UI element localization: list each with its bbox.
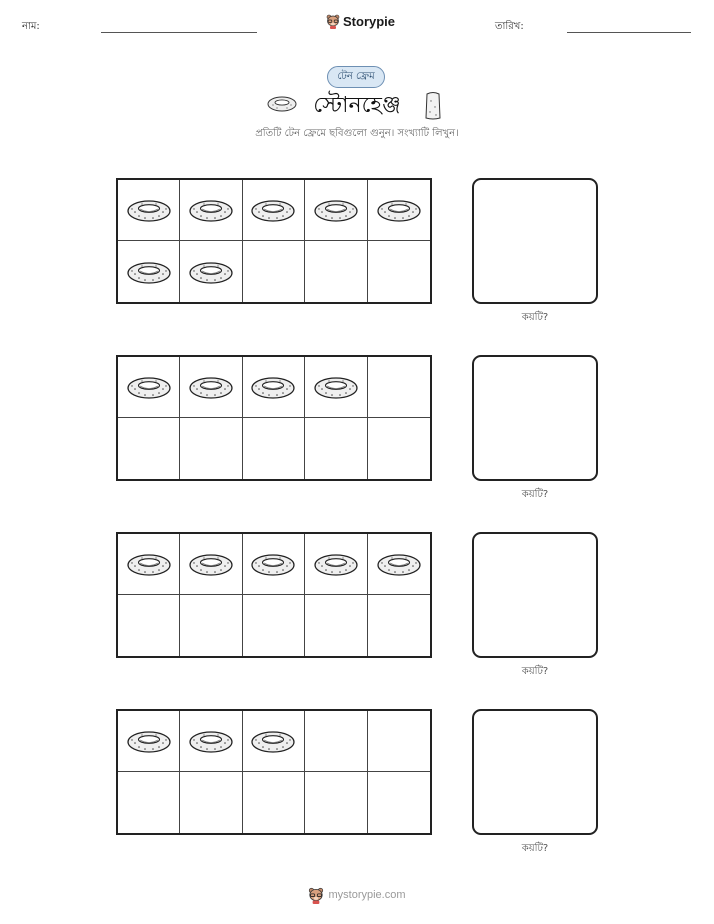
stone-ring-icon [188,374,234,400]
ten-frame-cell [305,180,367,241]
brand-logo [326,13,395,29]
answer-box[interactable] [472,178,598,304]
stone-ring-icon [126,728,172,754]
answer-label: কয়টি? [521,666,549,677]
stone-ring-icon [376,551,422,577]
ten-frame-cell [305,418,367,479]
stone-ring-icon [250,197,296,223]
ten-frame-cell [305,534,367,595]
stone-ring-icon [126,551,172,577]
ten-frame-cell [305,241,367,302]
ten-frame-cell [180,534,242,595]
ten-frame-cell [180,180,242,241]
answer-label: কয়টি? [521,312,549,323]
ten-frame-cell [368,241,430,302]
stone-ring-icon [188,551,234,577]
ten-frame-cell [118,357,180,418]
ten-frame-cell [180,418,242,479]
footer [0,886,714,904]
stone-ring-icon [126,259,172,285]
ten-frame-cell [180,241,242,302]
ten-frame-cell [368,357,430,418]
date-label: তারিখ: [495,21,524,32]
date-line [567,32,691,33]
ten-frame-cell [305,595,367,656]
ten-frame-cell [243,772,305,833]
ten-frame [116,532,432,658]
ten-frame-cell [243,357,305,418]
ten-frame-cell [368,711,430,772]
ten-frame-cell [243,711,305,772]
stone-ring-icon [313,551,359,577]
ten-frame-cell [305,711,367,772]
ten-frame [116,178,432,304]
stone-ring-icon [250,551,296,577]
ten-frame-cell [243,180,305,241]
stone-ring-icon [188,197,234,223]
ten-frame-cell [368,595,430,656]
stone-ring-icon [188,259,234,285]
stone-ring-icon [126,197,172,223]
stone-ring-icon [250,728,296,754]
ten-frame-cell [180,772,242,833]
brand-name: Storypie [343,13,396,29]
worksheet-type-badge: টেন ফ্রেম [327,66,385,88]
ten-frame [116,355,432,481]
ten-frame-cell [368,534,430,595]
page-title: স্টোনহেঞ্জ [313,93,401,118]
ten-frame-cell [368,180,430,241]
answer-label: কয়টি? [521,843,549,854]
answer-box[interactable] [472,355,598,481]
stone-ring-icon [313,374,359,400]
standing-stone-icon [423,91,443,121]
ten-frame-cell [243,418,305,479]
answer-box[interactable] [472,709,598,835]
ten-frame-cell [368,772,430,833]
ten-frame-cell [368,418,430,479]
ten-frame-cell [305,772,367,833]
ten-frame-cell [118,772,180,833]
footer-url: mystorypie.com [328,889,406,901]
instructions: প্রতিটি টেন ফ্রেমে ছবিগুলো গুনুন। সংখ্যাটি লিখুন। [255,128,459,139]
bear-mascot-icon [326,13,340,29]
ten-frame-cell [180,357,242,418]
bear-mascot-icon [308,886,324,904]
ten-frame-cell [118,418,180,479]
name-label: নাম: [22,21,40,32]
ten-frame-cell [180,595,242,656]
ten-frame-cell [118,711,180,772]
answer-label: কয়টি? [521,489,549,500]
ten-frame-cell [118,180,180,241]
stone-ring-icon [376,197,422,223]
ten-frame-cell [180,711,242,772]
stone-ring-icon [126,374,172,400]
name-line [101,32,257,33]
ten-frame-cell [243,595,305,656]
stone-ring-icon [188,728,234,754]
ten-frame-cell [243,534,305,595]
ten-frame-cell [118,241,180,302]
stone-ring-icon [313,197,359,223]
ten-frame [116,709,432,835]
ten-frame-cell [118,595,180,656]
ten-frame-cell [118,534,180,595]
stone-ring-icon [250,374,296,400]
ten-frame-cell [243,241,305,302]
answer-box[interactable] [472,532,598,658]
ten-frame-cell [305,357,367,418]
